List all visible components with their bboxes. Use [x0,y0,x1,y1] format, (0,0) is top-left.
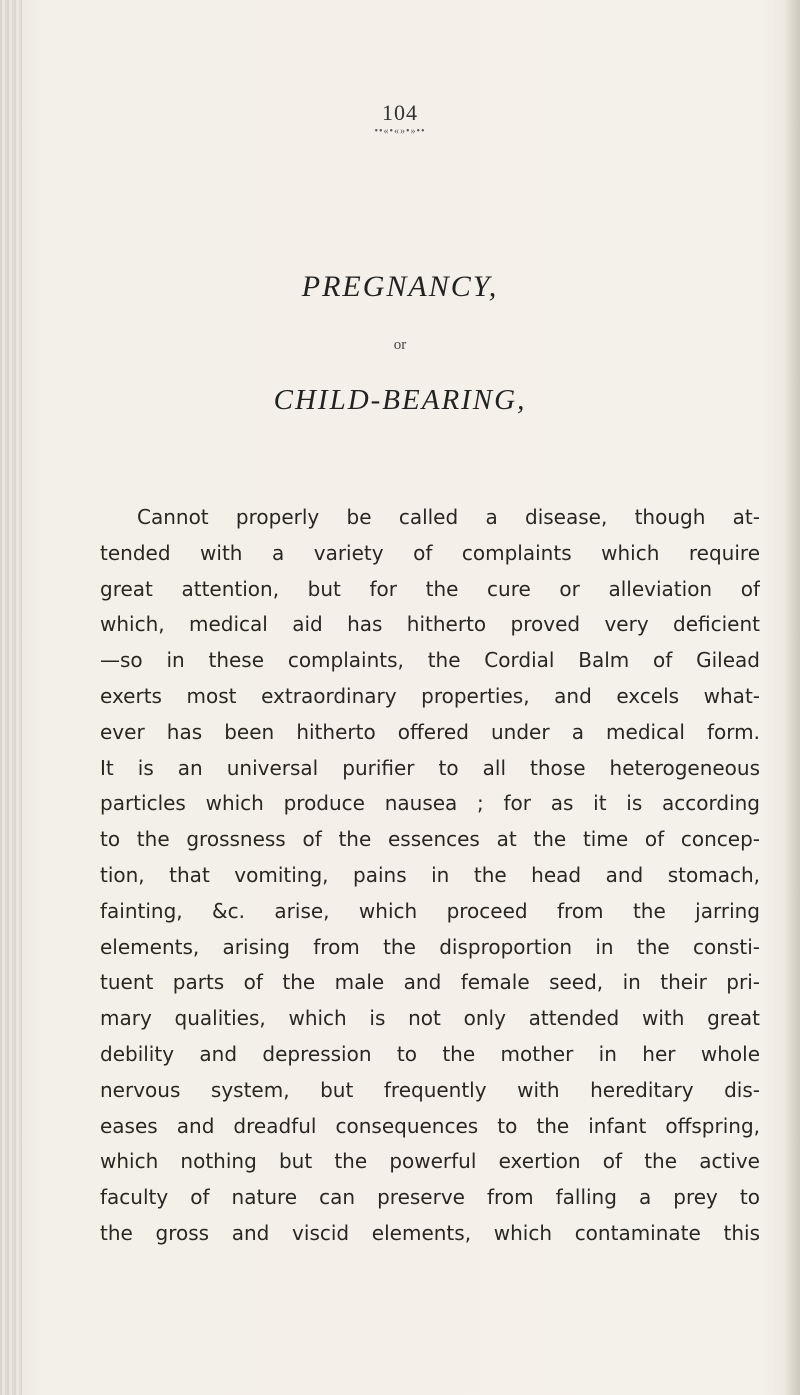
paragraph-line: to the grossness of the essences at the time of concep- [100,827,760,852]
section-title: PREGNANCY, [301,270,499,303]
paragraph-line: eases and dreadful consequences to the infant offspring, [100,1113,760,1138]
paragraph-line: mary qualities, which is not only attended with great [100,1006,760,1031]
paragraph-line: ever has been hitherto offered under a medical form. [100,719,760,744]
paragraph-line: Cannot properly be called a disease, though at- [137,505,760,529]
paragraph-line: tuent parts of the male and female seed, in their pri- [100,970,760,995]
paragraph-line: fainting, &c. arise, which proceed from the jarring [100,898,760,923]
paragraph-line: tion, that vomiting, pains in the head and stomach, [100,862,760,887]
paragraph-line: exerts most extraordinary properties, and excels what- [100,683,760,708]
page-gutter [0,0,22,1395]
paragraph-line: the gross and viscid elements, which contaminate this [100,1220,760,1245]
paragraph-line: particles which produce nausea ; for as it is according [100,791,760,816]
paragraph-line: which nothing but the powerful exertion of the active [100,1149,760,1174]
body-paragraph [100,500,760,1252]
paragraph-line: tended with a variety of complaints which require [100,540,760,565]
paragraph-line: debility and depression to the mother in her whole [100,1041,760,1066]
paragraph-line: elements, arising from the disproportion in the consti- [100,934,760,959]
paragraph-line: great attention, but for the cure or alleviation of [100,576,760,601]
paragraph-line: It is an universal purifier to all those heterogeneous [100,755,760,780]
page-number: 104 [382,100,418,125]
page-edge-shadow [784,0,800,1395]
title-conjunction: or [393,337,407,353]
header-ornament: ••«•«»•»•• [374,126,426,137]
paragraph-line: —so in these complaints, the Cordial Balm of Gilead [100,648,760,673]
paragraph-line: which, medical aid has hitherto proved very deficient [100,612,760,637]
paragraph-line: faculty of nature can preserve from falling a prey to [100,1185,760,1210]
section-subtitle: CHILD-BEARING, [273,384,527,416]
paragraph-line: nervous system, but frequently with hereditary dis- [100,1077,760,1102]
